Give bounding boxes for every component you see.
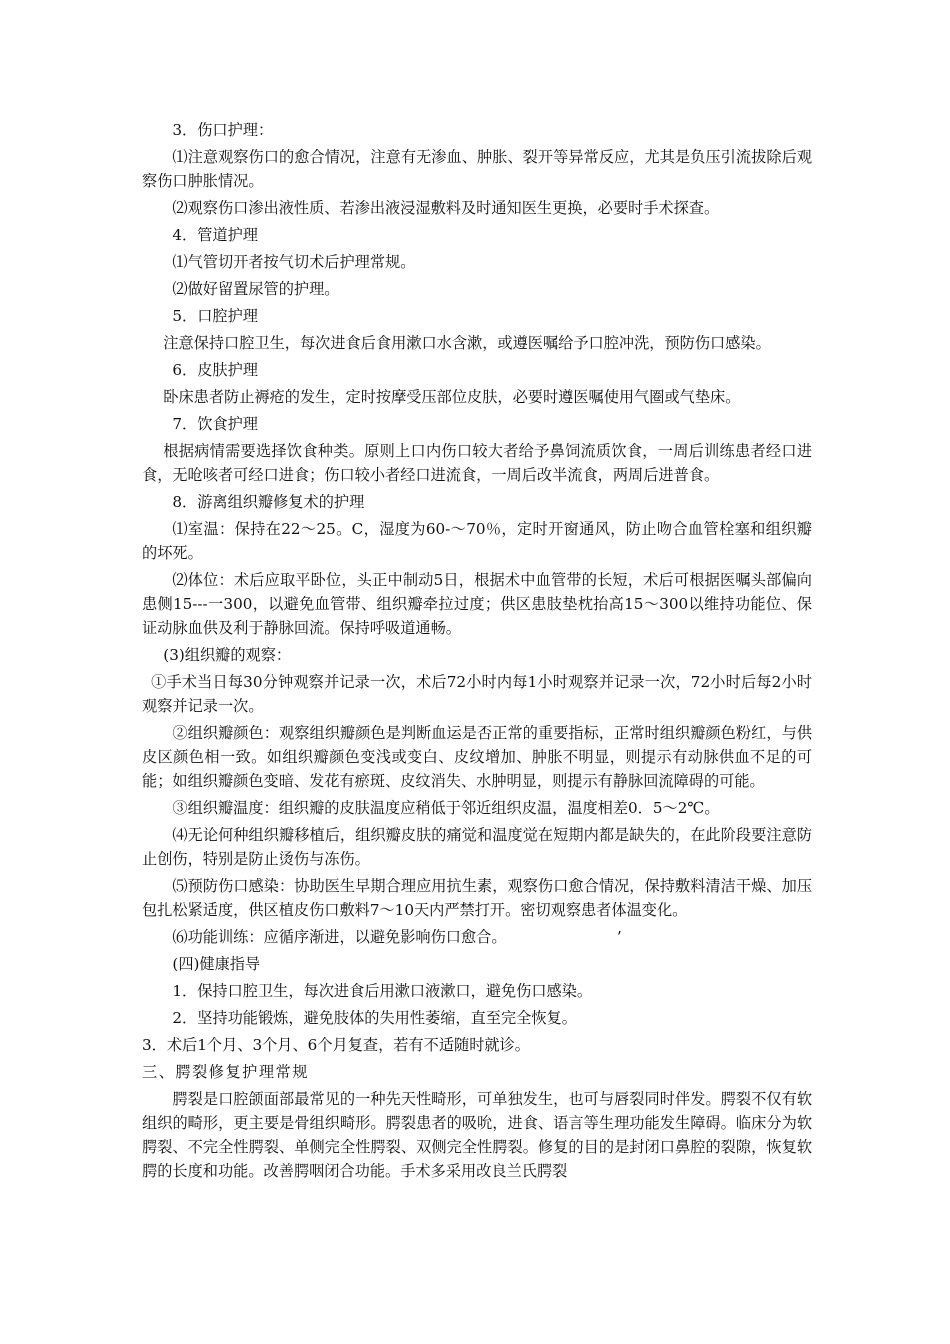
paragraph-flap-temperature: ③组织瓣温度：组织瓣的皮肤温度应稍低于邻近组织皮温，温度相差0．5～2℃。: [172, 799, 720, 817]
paragraph-wound-care-2: ⑵观察伤口渗出液性质、若渗出液浸湿敷料及时通知医生更换，必要时手术探查。: [172, 199, 720, 217]
paragraph-health-guide-3: 3．术后1个月、3个月、6个月复查，若有不适随时就诊。: [142, 1036, 530, 1054]
paragraph-flap-infection: ⑸预防伤口感染：协助医生早期合理应用抗生素，观察伤口愈合情况，保持敷料清洁干燥、加压包扎松紧适度，供区植皮伤口敷料7～10天内严禁打开。密切观察患者体温变化。: [142, 877, 812, 919]
paragraph-flap-care-heading: 8．游离组织瓣修复术的护理: [172, 493, 365, 511]
paragraph-diet-care-body: 根据病情需要选择饮食种类。原则上口内伤口较大者给予鼻饲流质饮食，一周后训练患者经口进食，无呛咳者可经口进食；伤口较小者经口进流食，一周后改半流食，两周后进普食。: [142, 442, 812, 484]
paragraph-wound-care-1: ⑴注意观察伤口的愈合情况，注意有无渗血、肿胀、裂开等异常反应，尤其是负压引流拔除后观察伤口肿胀情况。: [142, 148, 812, 190]
paragraph-flap-position: ⑵体位：术后应取平卧位，头正中制动5日，根据术中血管带的长短，术后可根据医嘱头部偏向患侧15---一300，以避免血管带、组织瓣牵拉过度；供区患肢垫枕抬高15～300以维持功能位、保证动脉血供及利于静脉回流。保持呼吸道通畅。: [142, 571, 812, 637]
paragraph-flap-observation: (3)组织瓣的观察：: [163, 646, 292, 664]
paragraph-tube-care-heading: 4．管道护理: [172, 226, 258, 244]
paragraph-health-guide-1: 1．保持口腔卫生，每次进食后用漱口液漱口，避免伤口感染。: [172, 982, 593, 1000]
paragraph-tube-care-1: ⑴气管切开者按气切术后护理常规。: [172, 253, 416, 271]
paragraph-flap-training: [142, 925, 812, 949]
paragraph-tube-care-2: ⑵做好留置尿管的护理。: [172, 280, 340, 298]
stray-mark: ’: [616, 928, 622, 946]
paragraph-wound-care-heading: 3．伤口护理：: [172, 121, 274, 139]
paragraph-diet-care-heading: 7．饮食护理: [172, 415, 258, 433]
paragraph-health-guide-2: 2．坚持功能锻炼，避免肢体的失用性萎缩，直至完全恢复。: [172, 1009, 577, 1027]
paragraph-cleft-palate-body: 腭裂是口腔颌面部最常见的一种先天性畸形，可单独发生，也可与唇裂同时伴发。腭裂不仅有软组织的畸形，更主要是骨组织畸形。腭裂患者的吸吮，进食、语言等生理功能发生障碍。临床分为软腭裂、不完全性腭裂、单侧完全性腭裂、双侧完全性腭裂。修复的目的是封闭口鼻腔的裂隙，恢复软腭的长度和功能。改善腭咽闭合功能。手术多采用改良兰氏腭裂: [142, 1090, 812, 1180]
paragraph-flap-room-temp: ⑴室温：保持在22～25。C，湿度为60-～70％，定时开窗通风，防止吻合血管栓塞和组织瓣的坏死。: [142, 520, 812, 562]
flap-training-text: ⑹功能训练：应循序渐进，以避免影响伤口愈合。: [172, 928, 507, 946]
paragraph-flap-color: ②组织瓣颜色：观察组织瓣颜色是判断血运是否正常的重要指标，正常时组织瓣颜色粉红，与供皮区颜色相一致。如组织瓣颜色变浅或变白、皮纹增加、肿胀不明显，则提示有动脉供血不足的可能；如组织瓣颜色变暗、发花有瘀斑、皮纹消失、水肿明显，则提示有静脉回流障碍的可能。: [142, 724, 812, 790]
paragraph-flap-observation-1: ①手术当日每30分钟观察并记录一次，术后72小时内每1小时观察并记录一次，72小时后每2小时观察并记录一次。: [142, 673, 812, 715]
paragraph-oral-care-heading: 5．口腔护理: [172, 307, 258, 325]
paragraph-flap-sensation: ⑷无论何种组织瓣移植后，组织瓣皮肤的痛觉和温度觉在短期内都是缺失的，在此阶段要注意防止创伤，特别是防止烫伤与冻伤。: [142, 826, 812, 868]
paragraph-skin-care-heading: 6．皮肤护理: [172, 361, 258, 379]
section-heading-cleft-palate: 三、腭裂修复护理常规: [142, 1063, 309, 1081]
paragraph-oral-care-body: 注意保持口腔卫生，每次进食后食用漱口水含漱，或遵医嘱给予口腔冲洗，预防伤口感染。: [163, 334, 771, 352]
paragraph-health-guide-heading: (四)健康指导: [172, 955, 261, 973]
document-body: [142, 118, 812, 1186]
paragraph-skin-care-body: 卧床患者防止褥疮的发生，定时按摩受压部位皮肤，必要时遵医嘱使用气圈或气垫床。: [163, 388, 741, 406]
